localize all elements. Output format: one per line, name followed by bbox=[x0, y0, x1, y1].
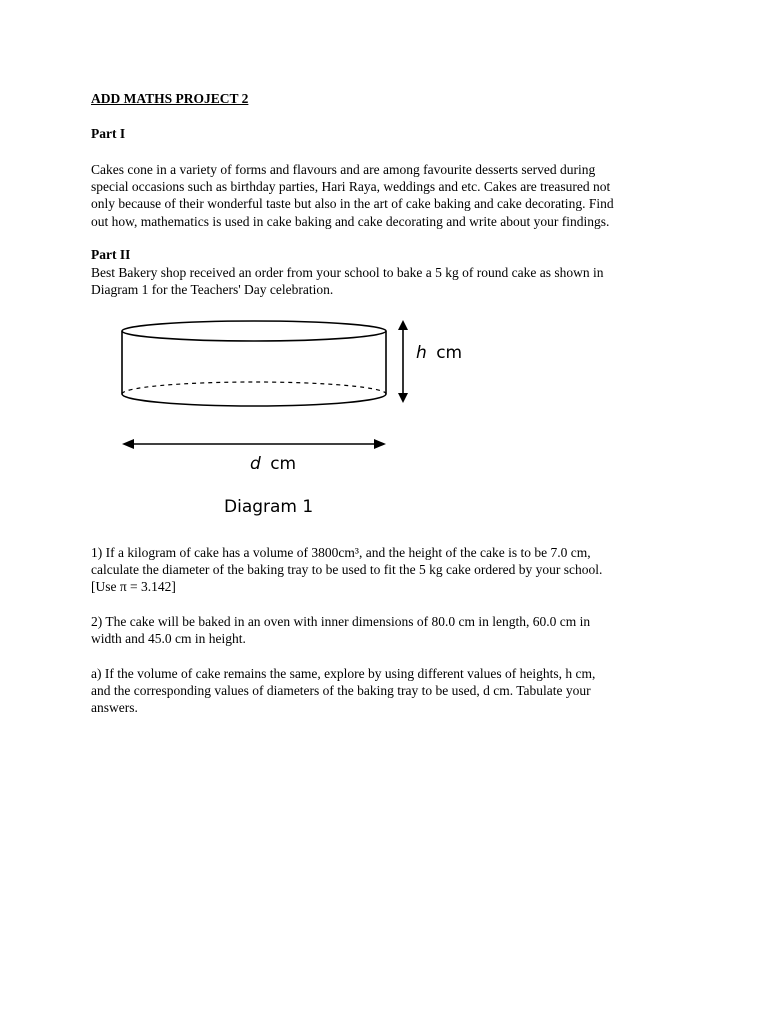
svg-text:d cm bbox=[250, 454, 296, 474]
paragraph-line: width and 45.0 cm in height. bbox=[91, 631, 246, 647]
document-title: ADD MATHS PROJECT 2 bbox=[91, 91, 249, 106]
paragraph-line: 1) If a kilogram of cake has a volume of 3800cm³, and the height of the cake is to be 7.0 cm, bbox=[91, 545, 591, 560]
cylinder-top-ellipse bbox=[122, 321, 386, 341]
paragraph-line: answers. bbox=[91, 700, 138, 716]
part-2-heading: Part II bbox=[91, 247, 131, 262]
part-1-heading: Part I bbox=[91, 126, 126, 141]
diameter-arrow-right-head bbox=[374, 439, 386, 449]
paragraph-line: Cakes cone in a variety of forms and flavours and are among favourite desserts served during bbox=[91, 162, 596, 177]
svg-text:h cm bbox=[416, 343, 462, 363]
cylinder-bottom-front bbox=[122, 394, 386, 406]
part-2-paragraph bbox=[91, 264, 691, 298]
paragraph-line: and the corresponding values of diameters of the baking tray to be used, d cm. Tabulate your bbox=[91, 683, 591, 699]
diagram-caption: Diagram 1 bbox=[224, 497, 314, 517]
question-2 bbox=[91, 613, 691, 647]
paragraph-line: calculate the diameter of the baking tray to be used to fit the 5 kg cake ordered by your school. bbox=[91, 562, 603, 578]
part-1-paragraph bbox=[91, 161, 691, 230]
question-2a bbox=[91, 665, 691, 717]
question-1 bbox=[91, 544, 691, 596]
height-arrow-top-head bbox=[398, 320, 408, 330]
height-variable-label: h bbox=[416, 343, 427, 363]
height-arrow-bottom-head bbox=[398, 393, 408, 403]
paragraph-line: a) If the volume of cake remains the same, explore by using different values of heights, h cm, bbox=[91, 666, 596, 681]
cake-cylinder-diagram bbox=[110, 312, 470, 522]
paragraph-line: only because of their wonderful taste but also in the art of cake baking and cake decorating. Find bbox=[91, 196, 614, 212]
height-unit-label: cm bbox=[436, 343, 463, 363]
paragraph-line: 2) The cake will be baked in an oven with inner dimensions of 80.0 cm in length, 60.0 cm in bbox=[91, 614, 591, 629]
diameter-arrow-left-head bbox=[122, 439, 134, 449]
paragraph-line: Best Bakery shop received an order from your school to bake a 5 kg of round cake as shown in bbox=[91, 265, 604, 280]
paragraph-line: out how, mathematics is used in cake baking and cake decorating and write about your findings. bbox=[91, 213, 610, 229]
diameter-variable-label: d bbox=[250, 454, 261, 474]
diameter-unit-label: cm bbox=[270, 454, 297, 474]
paragraph-line: special occasions such as birthday parties, Hari Raya, weddings and etc. Cakes are treasured not bbox=[91, 179, 611, 195]
paragraph-line: [Use π = 3.142] bbox=[91, 579, 176, 595]
paragraph-line: Diagram 1 for the Teachers' Day celebration. bbox=[91, 282, 334, 298]
cylinder-bottom-back-dashed bbox=[122, 382, 386, 394]
